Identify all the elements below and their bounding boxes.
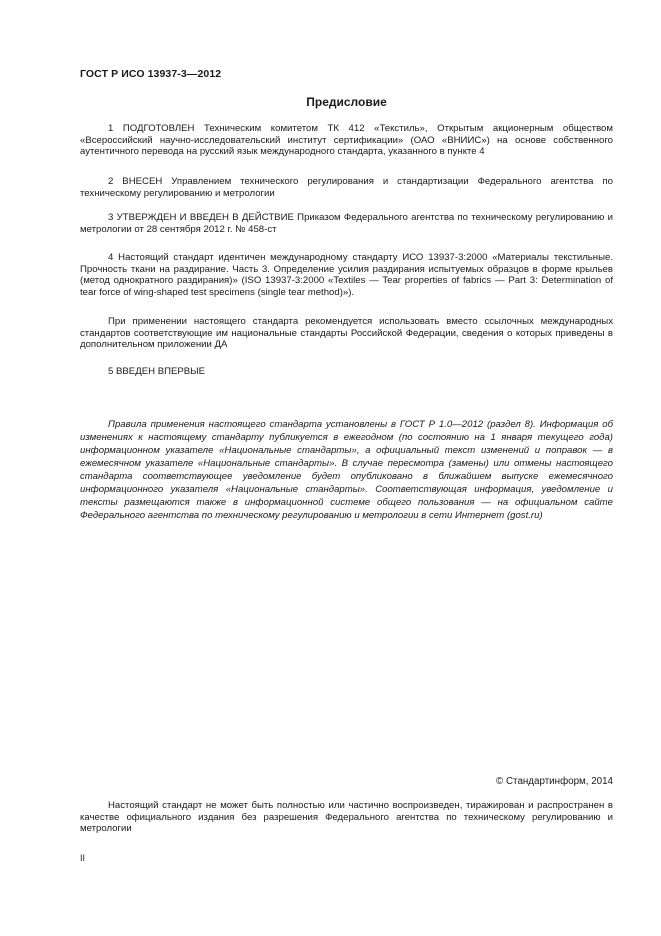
paragraph-3: 3 УТВЕРЖДЕН И ВВЕДЕН В ДЕЙСТВИЕ Приказом Федерального агентства по техническому регулированию и метрологии от 28 сентября 2012 г. № 458-ст bbox=[80, 212, 613, 235]
copyright-line: © Стандартинформ, 2014 bbox=[496, 776, 613, 787]
paragraph-4: 4 Настоящий стандарт идентичен международному стандарту ИСО 13937-3:2000 «Материалы текстильные. Прочность ткани на раздирание. Часть 3. Определение усилия раздирания испытуемых образцов в форме крыльев (метод однократного раздирания)» (ISO 13937-3:2000 «Textiles — Tear properties of fabrics — Part 3: Determination of tear force of wing-shaped test specimens (single tear method)»). bbox=[80, 252, 613, 298]
standard-application-notice: Правила применения настоящего стандарта установлены в ГОСТ Р 1.0—2012 (раздел 8). Информация об изменениях к настоящему стандарту публикуется в ежегодном (по состоянию на 1 января текущего года) информационном указателе «Национальные стандарты», а официальный текст изменений и поправок — в ежемесячном указателе «Национальные стандарты». В случае пересмотра (замены) или отмены настоящего стандарта соответствующее уведомление будет опубликовано в ближайшем выпуске ежемесячного информационного указателя «Национальные стандарты». Соответствующая информация, уведомление и тексты размещаются также в информационной системе общего пользования — на официальном сайте Федерального агентства по техническому регулированию и метрологии в сети Интернет (gost.ru) bbox=[80, 419, 613, 521]
page-title: Предисловие bbox=[306, 95, 387, 109]
paragraph-2: 2 ВНЕСЕН Управлением технического регулирования и стандартизации Федерального агентства по техническому регулированию и метрологии bbox=[80, 176, 613, 199]
reproduction-notice: Настоящий стандарт не может быть полностью или частично воспроизведен, тиражирован и распространен в качестве официального издания без разрешения Федерального агентства по техническому регулированию и метрологии bbox=[80, 800, 613, 835]
paragraph-5: 5 ВВЕДЕН ВПЕРВЫЕ bbox=[108, 366, 206, 377]
document-header: ГОСТ Р ИСО 13937-3—2012 bbox=[80, 68, 222, 80]
page-number: II bbox=[80, 853, 86, 863]
paragraph-1: 1 ПОДГОТОВЛЕН Техническим комитетом ТК 412 «Текстиль», Открытым акционерным обществом «Всероссийский научно-исследовательский институт сертификации» (ОАО «ВНИИС») на основе собственного аутентичного перевода на русский язык международного стандарта, указанного в пункте 4 bbox=[80, 123, 613, 158]
paragraph-4-note: При применении настоящего стандарта рекомендуется использовать вместо ссылочных международных стандартов соответствующие им национальные стандарты Российской Федерации, сведения о которых приведены в дополнительном приложении ДА bbox=[80, 316, 613, 351]
